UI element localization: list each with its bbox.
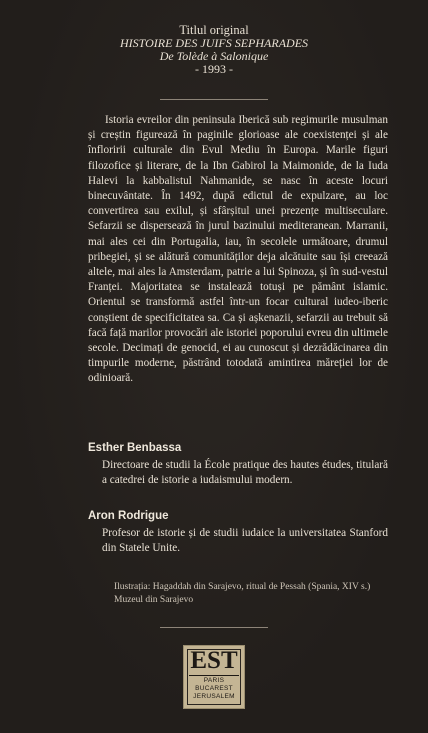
author-bio: Profesor de istorie și de studii iudaice la universitatea Stanford din Statele Unite.: [102, 527, 388, 555]
bottom-divider: [160, 627, 268, 628]
original-title-line-1: HISTOIRE DES JUIFS SEPHARADES: [119, 36, 309, 50]
logo-divider: [189, 675, 239, 676]
author-block: [88, 510, 388, 556]
original-publication-year: - 1993 -: [195, 62, 233, 76]
publisher-city: PARIS: [203, 677, 225, 684]
author-name: Aron Rodrigue: [88, 510, 169, 522]
illustration-caption: Ilustrația: Hagaddah din Sarajevo, ritual de Pessah (Spania, XIV s.) Muzeul din Sarajevo: [114, 582, 371, 605]
author-name: Esther Benbassa: [88, 442, 182, 454]
author-bio: Directoare de studii la École pratique des hautes études, titulară a catedrei de istorie a iudaismului modern.: [102, 459, 388, 487]
blurb-text: Istoria evreilor din peninsula Iberică sub regimurile musulman și creștin figurează în paginile glorioase ale coexistenței și ale înfloririi culturale din Evul Mediu în Europa. Marile figuri filozofice și literare, de la Ibn Gabirol la Maimonide, de la Iuda Halevi la kabbalistul Nahmanide, se nasc în aceste locuri binecuvântate. În 1492, după edictul de expulzare, au loc convertirea sau exilul, și sfârșitul unei prezențe multiseculare. Sefarzii se dispersează în jurul bazinului mediteranean. Marranii, mai ales cei din Portugalia, iau, în secolele următoare, drumul pribegiei, și se alătură comunităților deja alcătuite sau își creează altele, mai ales la Amsterdam, patrie a lui Spinoza, și în sud-vestul Franței. Majoritatea se instalează totuși pe pământ islamic. Orientul se transformă astfel într-un focar cultural iudeo-iberic conștient de specificitatea sa. Ca și așkenazii, sefarzii au trebuit să facă față marilor provocări ale istoriei poporului evreu din ultimele secole. Decimați de genocid, ei au cunoscut și dezrădăcinarea din timpurile moderne, păstrând totodată amintirea măreției lor de odinioară.: [88, 114, 388, 385]
publisher-city: JERUSALEM: [193, 693, 235, 700]
publisher-brand: EST: [190, 647, 238, 674]
top-divider: [160, 99, 268, 100]
publisher-logo: [183, 645, 245, 709]
original-title-label: Titlul original: [179, 23, 249, 37]
publisher-city: BUCAREST: [195, 685, 233, 692]
original-title-block: [0, 24, 428, 76]
author-block: [88, 442, 388, 488]
original-title-line-2: De Tolède à Salonique: [159, 49, 269, 63]
